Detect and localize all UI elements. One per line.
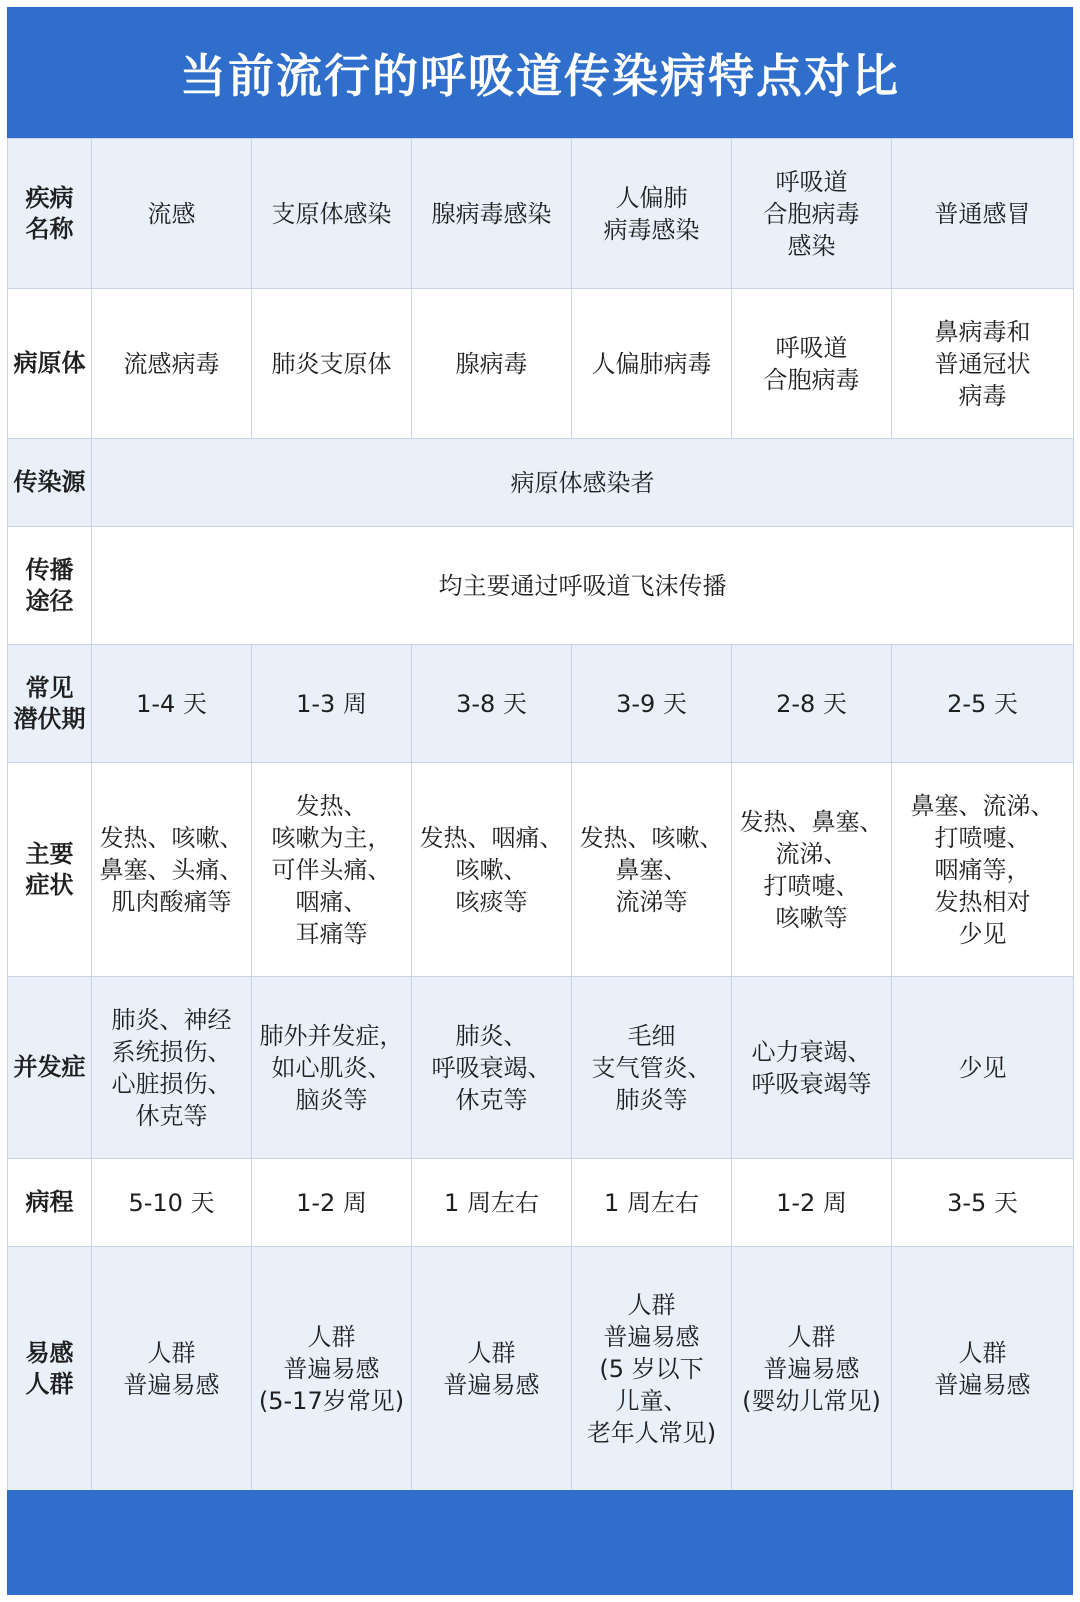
cell-incubation: 1-4 天 [92, 645, 252, 763]
cell-symptoms: 发热、咽痛、 咳嗽、 咳痰等 [412, 763, 572, 977]
cell-complications: 少见 [892, 977, 1074, 1159]
row-header-route: 传播 途径 [8, 527, 92, 645]
cell-complications: 心力衰竭、 呼吸衰竭等 [732, 977, 892, 1159]
cell-pathogen: 腺病毒 [412, 289, 572, 439]
cell-symptoms: 发热、 咳嗽为主， 可伴头痛、 咽痛、 耳痛等 [252, 763, 412, 977]
cell-route-merged: 均主要通过呼吸道飞沫传播 [92, 527, 1074, 645]
cell-susceptible: 人群 普遍易感 (5-17岁常见) [252, 1247, 412, 1491]
cell-symptoms: 发热、鼻塞、 流涕、 打喷嚏、 咳嗽等 [732, 763, 892, 977]
comparison-table [7, 138, 1074, 1491]
row-header-incubation: 常见 潜伏期 [8, 645, 92, 763]
cell-susceptible: 人群 普遍易感 [412, 1247, 572, 1491]
row-disease-name [8, 139, 1074, 289]
cell-course: 1-2 周 [252, 1159, 412, 1247]
cell-pathogen: 肺炎支原体 [252, 289, 412, 439]
row-header-source: 传染源 [8, 439, 92, 527]
row-route [8, 527, 1074, 645]
cell-incubation: 2-8 天 [732, 645, 892, 763]
row-header-symptoms: 主要 症状 [8, 763, 92, 977]
row-symptoms [8, 763, 1074, 977]
cell-disease-name: 普通感冒 [892, 139, 1074, 289]
cell-course: 1 周左右 [412, 1159, 572, 1247]
cell-symptoms: 发热、咳嗽、 鼻塞、头痛、 肌肉酸痛等 [92, 763, 252, 977]
row-source [8, 439, 1074, 527]
cell-complications: 肺炎、神经 系统损伤、 心脏损伤、 休克等 [92, 977, 252, 1159]
cell-disease-name: 支原体感染 [252, 139, 412, 289]
footer-bar [7, 1490, 1073, 1595]
cell-incubation: 1-3 周 [252, 645, 412, 763]
cell-susceptible: 人群 普遍易感 (5 岁以下 儿童、 老年人常见) [572, 1247, 732, 1491]
row-course [8, 1159, 1074, 1247]
page-title: 当前流行的呼吸道传染病特点对比 [180, 48, 900, 103]
row-susceptible [8, 1247, 1074, 1491]
row-header-susceptible: 易感 人群 [8, 1247, 92, 1491]
cell-complications: 毛细 支气管炎、 肺炎等 [572, 977, 732, 1159]
cell-course: 1-2 周 [732, 1159, 892, 1247]
cell-susceptible: 人群 普遍易感 (婴幼儿常见) [732, 1247, 892, 1491]
cell-source-merged: 病原体感染者 [92, 439, 1074, 527]
cell-incubation: 3-8 天 [412, 645, 572, 763]
row-complications [8, 977, 1074, 1159]
cell-course: 3-5 天 [892, 1159, 1074, 1247]
row-incubation [8, 645, 1074, 763]
row-pathogen [8, 289, 1074, 439]
cell-disease-name: 呼吸道 合胞病毒 感染 [732, 139, 892, 289]
cell-disease-name: 流感 [92, 139, 252, 289]
cell-incubation: 2-5 天 [892, 645, 1074, 763]
cell-pathogen: 人偏肺病毒 [572, 289, 732, 439]
cell-symptoms: 发热、咳嗽、 鼻塞、 流涕等 [572, 763, 732, 977]
cell-pathogen: 呼吸道 合胞病毒 [732, 289, 892, 439]
cell-susceptible: 人群 普遍易感 [92, 1247, 252, 1491]
cell-course: 5-10 天 [92, 1159, 252, 1247]
cell-complications: 肺外并发症， 如心肌炎、 脑炎等 [252, 977, 412, 1159]
cell-susceptible: 人群 普遍易感 [892, 1247, 1074, 1491]
cell-pathogen: 鼻病毒和 普通冠状 病毒 [892, 289, 1074, 439]
cell-pathogen: 流感病毒 [92, 289, 252, 439]
row-header-course: 病程 [8, 1159, 92, 1247]
cell-symptoms: 鼻塞、流涕、 打喷嚏、 咽痛等， 发热相对 少见 [892, 763, 1074, 977]
cell-disease-name: 腺病毒感染 [412, 139, 572, 289]
cell-course: 1 周左右 [572, 1159, 732, 1247]
cell-disease-name: 人偏肺 病毒感染 [572, 139, 732, 289]
cell-complications: 肺炎、 呼吸衰竭、 休克等 [412, 977, 572, 1159]
cell-incubation: 3-9 天 [572, 645, 732, 763]
row-header-complications: 并发症 [8, 977, 92, 1159]
row-header-pathogen: 病原体 [8, 289, 92, 439]
row-header-disease-name: 疾病 名称 [8, 139, 92, 289]
